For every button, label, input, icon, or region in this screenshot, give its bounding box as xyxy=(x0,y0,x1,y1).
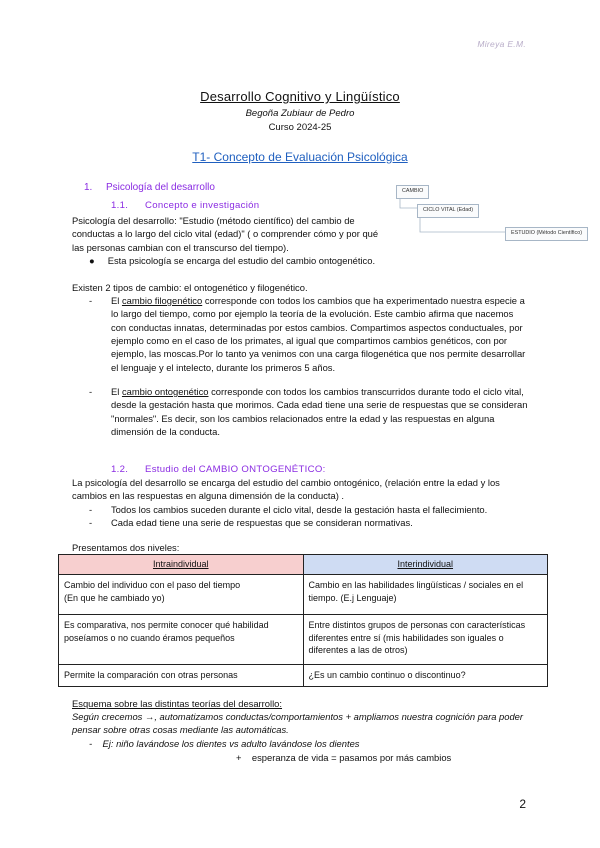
section-1-number: 1. xyxy=(84,182,93,193)
table-cell: ¿Es un cambio continuo o discontinuo? xyxy=(303,664,548,686)
dash-marker: - xyxy=(89,504,93,515)
dash-marker: - xyxy=(89,295,93,306)
section-1-1-title: Concepto e investigación xyxy=(145,200,260,211)
table-header-row xyxy=(59,555,548,575)
header-intraindividual: Intraindividual xyxy=(59,555,304,575)
table-cell: Permite la comparación con otras personas xyxy=(59,664,304,686)
change-types-list xyxy=(89,294,529,449)
types-intro: Existen 2 tipos de cambio: el ontogenético y filogenético. xyxy=(72,282,308,293)
list-item-text: Cada edad tiene una serie de respuestas que se consideran normativas. xyxy=(111,517,413,529)
esquema-plus-line xyxy=(236,751,451,764)
filogenetico-pre: El xyxy=(111,295,122,306)
section-1-2-title: Estudio del CAMBIO ONTOGENÉTICO: xyxy=(145,464,326,475)
table-row xyxy=(59,574,548,614)
diagram-box-cambio: CAMBIO xyxy=(396,185,429,199)
document-title: Desarrollo Cognitivo y Lingüístico xyxy=(200,89,400,104)
esquema-text: Según crecemos →, automatizamos conductas/comportamientos + ampliamos nuestra cognición para poder pensar sobre otras cosas mediante las automáticas. xyxy=(72,711,524,736)
header-interindividual: Interindividual xyxy=(303,555,548,575)
dash-marker: - xyxy=(89,738,93,749)
page-number: 2 xyxy=(519,797,526,811)
esquema-example xyxy=(89,737,360,750)
filogenetico-term: cambio filogenético xyxy=(121,295,203,306)
list-item xyxy=(89,503,529,516)
esquema-example-text: Ej: niño lavándose los dientes vs adulto lavándose los dientes xyxy=(102,738,360,749)
list-item-filogenetico xyxy=(89,294,529,374)
filogenetico-text: corresponde con todos los cambios que ha experimentado nuestra especie a lo largo del tiempo, como por ejemplo la teoría de la evolución. Este cambio afirma que nacemos con conductas innatas, determinadas por estos cambios. Compartimos aspectos conductuales, por ejemplo como en el caso de los primates, al igual que compartimos cambios genéticos, con por ejemplo, las moscas.Por lo tanto ya venimos con una carga filogenética que nos permite desarrollar el lenguaje y el intelecto, durante los primeros 5 años. xyxy=(111,295,526,373)
section-1-2-paragraph: La psicología del desarrollo se encarga del estudio del cambio ontogénico, (relación entre la edad y los cambios en las respuestas en alguna dimensión de la conducta) . xyxy=(72,477,500,502)
list-item-text: Todos los cambios suceden durante el ciclo vital, desde la gestación hasta el fallecimiento. xyxy=(111,504,488,515)
dash-marker: - xyxy=(89,386,93,398)
document-course: Curso 2024-25 xyxy=(268,122,332,133)
section-1-1-heading xyxy=(111,199,259,213)
definition-paragraph: Psicología del desarrollo: "Estudio (método científico) del cambio de conductas a lo largo del ciclo vital (edad)" ( o comprender cómo y por qué las personas cambian con el transcurso del tiempo). xyxy=(72,215,379,253)
section-1-2-heading xyxy=(111,463,326,477)
bullet-dot: ● xyxy=(89,255,95,266)
table-row xyxy=(59,614,548,664)
ontogenetico-text: corresponde con todos los cambios transcurridos durante todo el ciclo vital, desde la gestación hasta que morimos. Cada edad tiene una serie de respuestas que se consideran "normales". Es decir, son los cambios relacionados entre la edad y las respuestas en alguna dimensión de la conducta. xyxy=(111,386,528,438)
bullet-ontogenetic xyxy=(89,254,375,267)
esquema-plus-text: esperanza de vida = pasamos por más cambios xyxy=(251,752,452,763)
diagram-box-ciclo-vital: CICLO VITAL (Edad) xyxy=(417,204,479,218)
plus-marker: + xyxy=(236,752,242,763)
diagram-box-estudio: ESTUDIO (Método Científico) xyxy=(505,227,588,241)
levels-intro: Presentamos dos niveles: xyxy=(72,542,180,553)
levels-table xyxy=(58,554,548,687)
ontogenetico-term: cambio ontogenético xyxy=(121,386,209,398)
ontogenetico-pre: El xyxy=(111,386,122,398)
unit-title: T1- Concepto de Evaluación Psicológica xyxy=(192,150,408,164)
table-cell: Cambio en las habilidades lingüísticas / sociales en el tiempo. (E.j Lenguaje) xyxy=(303,574,548,614)
esquema-title: Esquema sobre las distintas teorías del desarrollo: xyxy=(72,698,283,709)
document-author: Begoña Zubiaur de Pedro xyxy=(245,108,355,119)
list-item-ontogenetico xyxy=(89,385,529,438)
list-item xyxy=(89,516,529,529)
section-1-heading xyxy=(84,181,215,195)
section-1-2-number: 1.2. xyxy=(111,464,129,475)
bullet-ontogenetic-text: Esta psicología se encarga del estudio del cambio ontogenético. xyxy=(107,255,376,266)
table-row xyxy=(59,664,548,686)
table-cell: Cambio del individuo con el paso del tiempo (En que he cambiado yo) xyxy=(59,574,304,614)
author-watermark: Mireya E.M. xyxy=(477,39,526,49)
section-1-title: Psicología del desarrollo xyxy=(106,182,215,193)
table-cell: Entre distintos grupos de personas con características diferentes entre sí (mis habilidades son iguales o diferentes a las de otros) xyxy=(303,614,548,664)
section-1-2-list xyxy=(89,503,529,530)
table-cell: Es comparativa, nos permite conocer qué habilidad poseíamos o no cuando éramos pequeños xyxy=(59,614,304,664)
section-1-1-number: 1.1. xyxy=(111,200,129,211)
dash-marker: - xyxy=(89,517,93,529)
